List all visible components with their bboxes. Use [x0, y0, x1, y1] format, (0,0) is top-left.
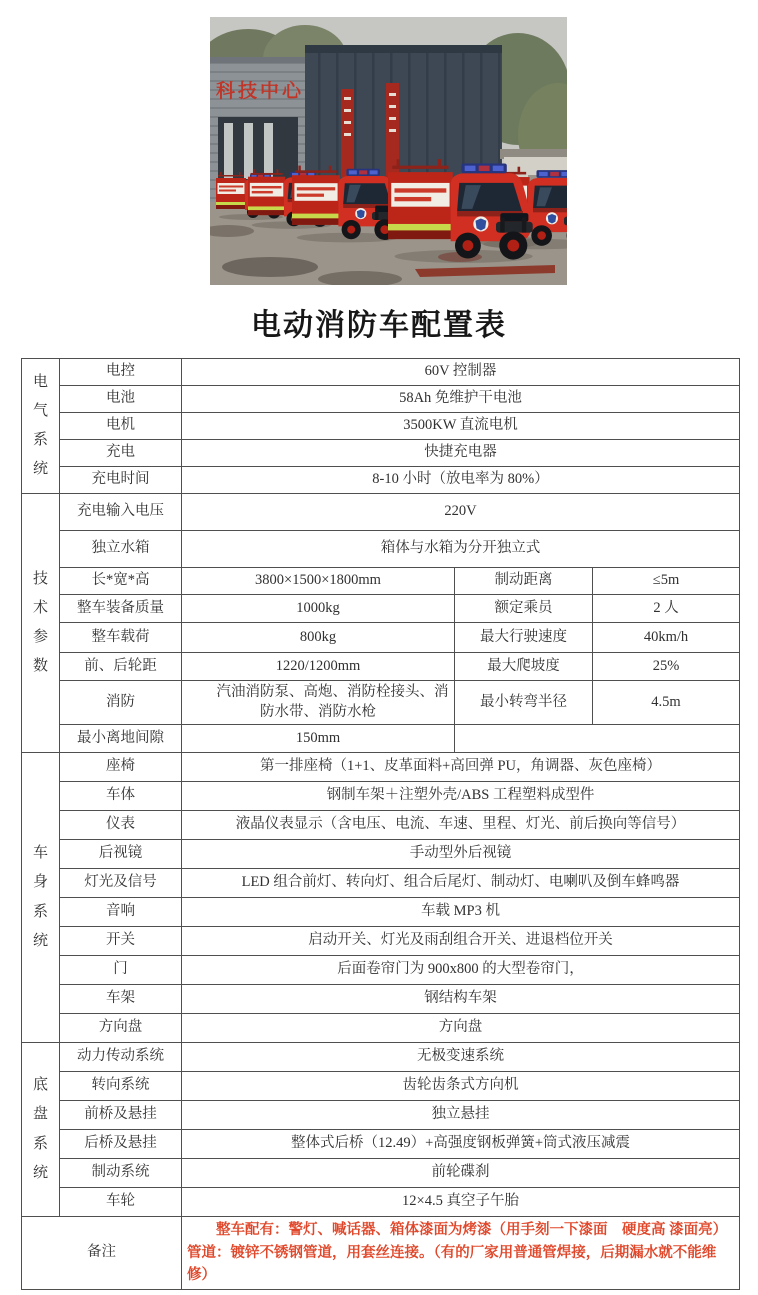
section-label-text: 底盘系统: [32, 1077, 48, 1181]
spec-value: 方向盘: [182, 1014, 740, 1043]
table-row: [22, 1130, 740, 1159]
spec-label: 灯光及信号: [60, 869, 182, 898]
spec-value: 58Ah 免维护干电池: [182, 386, 740, 413]
spec-label: 最小转弯半径: [455, 681, 593, 725]
section-label-text: 电气系统: [32, 373, 48, 478]
spec-label: 前、后轮距: [60, 653, 182, 681]
table-row: [22, 440, 740, 467]
spec-label: 仪表: [60, 811, 182, 840]
spec-label: 消防: [60, 681, 182, 725]
spec-value: ≤5m: [593, 568, 740, 595]
spec-value: 40km/h: [593, 623, 740, 653]
spec-value: 60V 控制器: [182, 359, 740, 386]
remark-label: 备注: [22, 1217, 182, 1289]
spec-value: 独立悬挂: [182, 1101, 740, 1130]
puddle: [222, 257, 318, 277]
spec-value: 汽油消防泵、高炮、消防栓接头、消防水带、消防水枪: [182, 681, 455, 725]
banner: [341, 89, 354, 177]
table-row: [22, 681, 740, 725]
spec-label: 充电时间: [60, 467, 182, 494]
spec-label: 制动距离: [455, 568, 593, 595]
spec-value: 启动开关、灯光及雨刮组合开关、进退档位开关: [182, 927, 740, 956]
spec-value: 12×4.5 真空子午胎: [182, 1188, 740, 1217]
spec-value: 车载 MP3 机: [182, 898, 740, 927]
table-row: [22, 623, 740, 653]
table-row: [22, 595, 740, 623]
spec-value: 800kg: [182, 623, 455, 653]
table-row: [22, 531, 740, 568]
spec-label: 最大爬坡度: [455, 653, 593, 681]
section-label-text: 车身系统: [32, 845, 48, 949]
table-row: [22, 753, 740, 782]
table-row: [22, 1159, 740, 1188]
table-row: [22, 1217, 740, 1289]
spec-value: 8-10 小时（放电率为 80%）: [182, 467, 740, 494]
spec-label: 充电输入电压: [60, 494, 182, 531]
spec-label: 后桥及悬挂: [60, 1130, 182, 1159]
table-row: [22, 359, 740, 386]
spec-label: 转向系统: [60, 1072, 182, 1101]
spec-label: 整车载荷: [60, 623, 182, 653]
table-row: [22, 1101, 740, 1130]
spec-value: 钢制车架＋注塑外壳/ABS 工程塑料成型件: [182, 782, 740, 811]
table-row: [22, 1014, 740, 1043]
spec-table: [21, 358, 740, 1290]
spec-label: 音响: [60, 898, 182, 927]
spec-label: 整车装备质量: [60, 595, 182, 623]
spec-value: 手动型外后视镜: [182, 840, 740, 869]
spec-label: 方向盘: [60, 1014, 182, 1043]
page-title: 电动消防车配置表: [251, 309, 507, 342]
spec-value: 1000kg: [182, 595, 455, 623]
spec-label: 车轮: [60, 1188, 182, 1217]
table-row: [22, 811, 740, 840]
spec-label: 电控: [60, 359, 182, 386]
remark-line-1: 整车配有：警灯、喊话器、箱体漆面为烤漆（用手刻一下漆面 硬度高 漆面亮）: [216, 1222, 728, 1239]
product-photo-illustration: [210, 17, 567, 285]
spec-label: 额定乘员: [455, 595, 593, 623]
spec-value: 后面卷帘门为 900x800 的大型卷帘门，: [182, 956, 740, 985]
spec-value: 第一排座椅（1+1、皮革面料+高回弹 PU，角调器、灰色座椅）: [182, 753, 740, 782]
table-row: [22, 386, 740, 413]
spec-label: 长*宽*高: [60, 568, 182, 595]
spec-value: 4.5m: [593, 681, 740, 725]
table-row: [22, 1043, 740, 1072]
table-row: [22, 467, 740, 494]
spec-value: 220V: [182, 494, 740, 531]
spec-label: 制动系统: [60, 1159, 182, 1188]
table-row: [22, 869, 740, 898]
section-label-body: [22, 753, 60, 1043]
spec-value: 无极变速系统: [182, 1043, 740, 1072]
table-row: [22, 782, 740, 811]
table-row: [22, 413, 740, 440]
section-label-electrical: [22, 359, 60, 494]
remark-text: [182, 1217, 740, 1289]
spec-value: 25%: [593, 653, 740, 681]
spec-label: 最小离地间隙: [60, 725, 182, 753]
spec-value: 150mm: [182, 725, 455, 753]
spec-value: 2 人: [593, 595, 740, 623]
spec-label: 后视镜: [60, 840, 182, 869]
spec-label: 车体: [60, 782, 182, 811]
spec-label: 最大行驶速度: [455, 623, 593, 653]
spec-label: 开关: [60, 927, 182, 956]
spec-label: 充电: [60, 440, 182, 467]
table-row: [22, 568, 740, 595]
spec-label: 电池: [60, 386, 182, 413]
spec-value: 3500KW 直流电机: [182, 413, 740, 440]
table-row: [22, 956, 740, 985]
building-sign: 科技中心: [216, 81, 305, 102]
table-row: [22, 985, 740, 1014]
table-row: [22, 1072, 740, 1101]
spec-value: 箱体与水箱为分开独立式: [182, 531, 740, 568]
table-row: [22, 1188, 740, 1217]
table-row: [22, 840, 740, 869]
table-row: [22, 898, 740, 927]
spec-value: 齿轮齿条式方向机: [182, 1072, 740, 1101]
section-label-tech-params: [22, 494, 60, 753]
spec-value: 1220/1200mm: [182, 653, 455, 681]
spec-value: 液晶仪表显示（含电压、电流、车速、里程、灯光、前后换向等信号）: [182, 811, 740, 840]
remark-line-2: 管道：镀锌不锈钢管道，用套丝连接。（有的厂家用普通管焊接，后期漏水就不能维修）: [187, 1244, 717, 1284]
spec-label: 动力传动系统: [60, 1043, 182, 1072]
spec-label: 电机: [60, 413, 182, 440]
table-row: [22, 494, 740, 531]
table-row: [22, 927, 740, 956]
spec-value: 3800×1500×1800mm: [182, 568, 455, 595]
spec-label: 独立水箱: [60, 531, 182, 568]
spec-value: 钢结构车架: [182, 985, 740, 1014]
spec-label: 前桥及悬挂: [60, 1101, 182, 1130]
product-photo: [210, 17, 567, 285]
table-row: [22, 725, 740, 753]
spec-label: 车架: [60, 985, 182, 1014]
section-label-text: 技术参数: [32, 570, 48, 675]
empty-cell: [455, 725, 740, 753]
section-label-chassis: [22, 1043, 60, 1217]
spec-label: 座椅: [60, 753, 182, 782]
spec-label: 门: [60, 956, 182, 985]
spec-value: 前轮碟刹: [182, 1159, 740, 1188]
table-row: [22, 653, 740, 681]
spec-value: 整体式后桥（12.49）+高强度钢板弹簧+筒式液压减震: [182, 1130, 740, 1159]
spec-value: 快捷充电器: [182, 440, 740, 467]
spec-value: LED 组合前灯、转向灯、组合后尾灯、制动灯、电喇叭及倒车蜂鸣器: [182, 869, 740, 898]
